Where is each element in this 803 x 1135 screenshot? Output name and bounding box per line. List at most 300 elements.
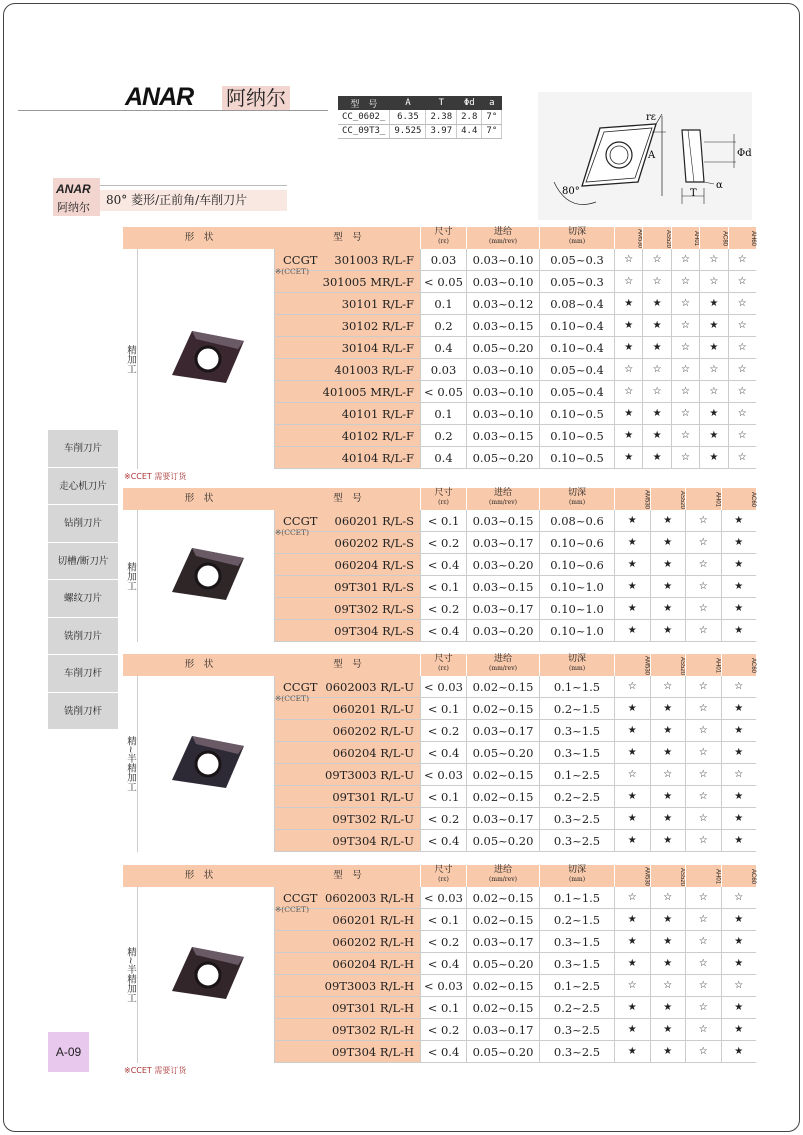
model-name bbox=[315, 249, 416, 271]
grade-header-text: AH01 bbox=[693, 231, 700, 247]
feed-cell: 0.02~0.15 bbox=[466, 997, 539, 1019]
model-name bbox=[315, 1019, 416, 1041]
grade-mark-cell: ★ bbox=[650, 720, 686, 742]
model-name bbox=[315, 532, 416, 554]
grade-mark-cell: ★ bbox=[721, 808, 757, 830]
size-cell: < 0.2 bbox=[420, 1019, 466, 1041]
insert-diagram bbox=[538, 92, 752, 220]
grade-mark-cell: ☆ bbox=[650, 764, 686, 786]
feed-cell: 0.02~0.15 bbox=[466, 909, 539, 931]
model-suffix: R/L-F bbox=[381, 253, 414, 267]
table-header bbox=[123, 654, 756, 676]
grade-mark-cell: ★ bbox=[721, 554, 757, 576]
feed-cell: 0.03~0.17 bbox=[466, 808, 539, 830]
grade-mark-cell: ★ bbox=[721, 742, 757, 764]
grade-mark-cell: ☆ bbox=[728, 359, 756, 381]
table-header bbox=[123, 227, 756, 249]
feed-cell: 0.03~0.15 bbox=[466, 510, 539, 532]
table-row bbox=[275, 742, 756, 764]
model-suffix: R/L-S bbox=[382, 514, 414, 528]
model-header bbox=[275, 654, 420, 676]
grade-mark-cell: ★ bbox=[642, 425, 670, 447]
grade-mark-cell: ☆ bbox=[642, 249, 670, 271]
model-suffix: R/L-U bbox=[380, 746, 414, 760]
table-row bbox=[275, 532, 756, 554]
grade-mark-cell: ★ bbox=[721, 909, 757, 931]
sidebar-item[interactable]: 铣削刀杆 bbox=[48, 693, 118, 731]
model-name bbox=[315, 830, 416, 852]
feed-header-text: 进给 bbox=[493, 865, 512, 875]
grade-mark-cell: ☆ bbox=[614, 271, 642, 293]
grade-mark-cell: ★ bbox=[650, 510, 686, 532]
feed-header-text: (mm/rev) bbox=[489, 876, 517, 883]
grade-mark-cell: ★ bbox=[650, 742, 686, 764]
table-row bbox=[275, 1041, 756, 1063]
depth-header-text: (mm) bbox=[568, 665, 586, 672]
model-suffix: R/L-H bbox=[379, 957, 414, 971]
model-name bbox=[315, 997, 416, 1019]
grade-mark-cell: ★ bbox=[614, 786, 650, 808]
model-code: 09T302 bbox=[334, 602, 379, 616]
dims-header: a bbox=[482, 96, 502, 110]
dims-cell: 2.38 bbox=[426, 110, 457, 124]
diagram-label: α bbox=[716, 180, 723, 191]
model-name bbox=[315, 786, 416, 808]
grade-mark-cell: ☆ bbox=[685, 953, 721, 975]
grade-mark-cell: ☆ bbox=[671, 425, 699, 447]
feed-cell: 0.03~0.17 bbox=[466, 720, 539, 742]
grade-mark-cell: ☆ bbox=[671, 337, 699, 359]
model-suffix: R/L-U bbox=[380, 834, 414, 848]
model-suffix: R/L-S bbox=[382, 602, 414, 616]
grade-header-text: AC80 bbox=[721, 231, 728, 247]
model-suffix: R/L-U bbox=[380, 680, 414, 694]
feed-cell: 0.03~0.17 bbox=[466, 598, 539, 620]
size-cell: 0.1 bbox=[420, 293, 466, 315]
depth-cell: 0.1~1.5 bbox=[539, 676, 614, 698]
table-row bbox=[275, 337, 756, 359]
table-header bbox=[123, 865, 756, 887]
dims-header: 型 号 bbox=[338, 96, 390, 110]
depth-cell: 0.10~0.5 bbox=[539, 403, 614, 425]
category-sidebar bbox=[48, 430, 118, 730]
model-name bbox=[315, 1041, 416, 1063]
size-cell: < 0.4 bbox=[420, 1041, 466, 1063]
model-prefix: CCGT bbox=[283, 253, 318, 267]
feed-cell: 0.02~0.15 bbox=[466, 975, 539, 997]
feed-cell: 0.02~0.15 bbox=[466, 887, 539, 909]
grade-mark-cell: ★ bbox=[650, 931, 686, 953]
feed-cell: 0.03~0.15 bbox=[466, 576, 539, 598]
shape-header-text: 形 状 bbox=[184, 659, 214, 670]
grade-header bbox=[721, 654, 757, 676]
model-suffix: R/L-S bbox=[382, 536, 414, 550]
shape-header-text: 形 状 bbox=[184, 870, 214, 881]
grade-mark-cell: ☆ bbox=[650, 975, 686, 997]
grade-mark-cell: ★ bbox=[642, 293, 670, 315]
insert-photo bbox=[138, 249, 275, 469]
model-name bbox=[315, 975, 416, 997]
size-cell: < 0.2 bbox=[420, 931, 466, 953]
model-suffix: R/L-H bbox=[379, 913, 414, 927]
grade-header-text: AC60 bbox=[750, 658, 756, 674]
model-code: 30101 bbox=[341, 297, 379, 311]
grade-mark-cell: ☆ bbox=[671, 403, 699, 425]
size-cell: 0.4 bbox=[420, 337, 466, 359]
feed-cell: 0.03~0.20 bbox=[466, 554, 539, 576]
grade-mark-cell: ★ bbox=[650, 620, 686, 642]
grade-mark-cell: ☆ bbox=[685, 620, 721, 642]
feed-cell: 0.03~0.17 bbox=[466, 1019, 539, 1041]
model-suffix: R/L-S bbox=[382, 624, 414, 638]
model-name bbox=[315, 271, 416, 293]
insert-photo bbox=[138, 510, 275, 642]
grade-header-text: AH01 bbox=[714, 869, 721, 885]
dims-cell: 2.8 bbox=[457, 110, 482, 124]
grade-mark-cell: ☆ bbox=[685, 997, 721, 1019]
depth-header bbox=[539, 654, 614, 676]
table-row bbox=[275, 554, 756, 576]
depth-header-text: 切深 bbox=[567, 488, 586, 498]
model-code: 09T304 bbox=[331, 1045, 377, 1059]
table-row bbox=[275, 676, 756, 698]
grade-header bbox=[671, 227, 699, 249]
depth-cell: 0.2~1.5 bbox=[539, 909, 614, 931]
process-label: 精加工 bbox=[123, 510, 138, 642]
grade-header-text: AS520 bbox=[664, 229, 671, 248]
brand-cn: 阿纳尔 bbox=[222, 86, 290, 111]
section-brand-cn: 阿纳尔 bbox=[57, 201, 90, 214]
depth-header-text: (mm) bbox=[568, 499, 586, 506]
table-row bbox=[275, 576, 756, 598]
grade-mark-cell: ★ bbox=[721, 698, 757, 720]
size-header-text: (rε) bbox=[438, 876, 449, 883]
depth-cell: 0.3~2.5 bbox=[539, 830, 614, 852]
size-cell: < 0.1 bbox=[420, 698, 466, 720]
shape-header bbox=[123, 865, 275, 887]
table-row bbox=[275, 997, 756, 1019]
depth-cell: 0.3~2.5 bbox=[539, 1041, 614, 1063]
section-badge bbox=[53, 178, 100, 216]
model-suffix: R/L-F bbox=[381, 297, 414, 311]
model-code: 301005 bbox=[322, 275, 367, 289]
grade-mark-cell: ☆ bbox=[685, 808, 721, 830]
feed-header-text: (mm/rev) bbox=[489, 238, 517, 245]
dims-header: Φd bbox=[457, 96, 482, 110]
grade-mark-cell: ☆ bbox=[721, 764, 757, 786]
model-code: 09T301 bbox=[332, 790, 377, 804]
grade-header bbox=[650, 488, 686, 510]
table-row bbox=[275, 909, 756, 931]
table-row bbox=[275, 620, 756, 642]
model-name bbox=[315, 953, 416, 975]
table-row bbox=[275, 271, 756, 293]
grade-mark-cell: ★ bbox=[614, 598, 650, 620]
size-cell: < 0.1 bbox=[420, 510, 466, 532]
model-code: 060202 bbox=[332, 935, 377, 949]
model-name bbox=[315, 447, 416, 469]
grade-mark-cell: ★ bbox=[650, 698, 686, 720]
feed-cell: 0.05~0.20 bbox=[466, 830, 539, 852]
model-code: 060204 bbox=[334, 558, 379, 572]
model-name bbox=[315, 676, 416, 698]
grade-mark-cell: ★ bbox=[614, 425, 642, 447]
process-label: 精~半精加工 bbox=[123, 887, 138, 1063]
grade-mark-cell: ☆ bbox=[671, 271, 699, 293]
size-header-text: (rε) bbox=[438, 665, 449, 672]
sidebar-item[interactable]: 切槽/断刀片 bbox=[48, 543, 118, 581]
model-code: 060201 bbox=[334, 514, 379, 528]
table-row bbox=[275, 975, 756, 997]
table-row bbox=[275, 381, 756, 403]
table-row bbox=[275, 403, 756, 425]
size-cell: < 0.4 bbox=[420, 620, 466, 642]
model-suffix: R/L-S bbox=[382, 558, 414, 572]
table-row bbox=[275, 698, 756, 720]
grade-mark-cell: ★ bbox=[614, 808, 650, 830]
grade-mark-cell: ☆ bbox=[614, 359, 642, 381]
grade-mark-cell: ☆ bbox=[728, 315, 756, 337]
model-code: 401005 bbox=[322, 385, 367, 399]
model-suffix: R/L-H bbox=[379, 935, 414, 949]
model-name bbox=[315, 931, 416, 953]
grade-mark-cell: ★ bbox=[650, 997, 686, 1019]
model-suffix: R/L-U bbox=[380, 702, 414, 716]
model-code: 060201 bbox=[332, 702, 377, 716]
depth-cell: 0.10~1.0 bbox=[539, 598, 614, 620]
table-row bbox=[275, 720, 756, 742]
feed-cell: 0.03~0.10 bbox=[466, 359, 539, 381]
model-code: 30104 bbox=[341, 341, 379, 355]
process-label: 精~半精加工 bbox=[123, 676, 138, 852]
shape-header bbox=[123, 227, 275, 249]
grade-mark-cell: ★ bbox=[721, 786, 757, 808]
grade-header-text: AM530 bbox=[643, 490, 650, 510]
diagram-label: rε bbox=[646, 112, 656, 123]
feed-header-text: 进给 bbox=[493, 488, 512, 498]
size-cell: < 0.03 bbox=[420, 975, 466, 997]
feed-header bbox=[466, 654, 539, 676]
model-name bbox=[315, 576, 416, 598]
grade-mark-cell: ★ bbox=[614, 532, 650, 554]
grade-header-text: AH01 bbox=[714, 492, 721, 508]
grade-mark-cell: ☆ bbox=[614, 975, 650, 997]
grade-mark-cell: ★ bbox=[650, 1019, 686, 1041]
sidebar-item[interactable]: 车削刀杆 bbox=[48, 655, 118, 693]
grade-mark-cell: ☆ bbox=[728, 381, 756, 403]
model-code: 0602003 bbox=[325, 680, 377, 694]
size-cell: < 0.1 bbox=[420, 909, 466, 931]
grade-header bbox=[685, 865, 721, 887]
depth-cell: 0.10~0.5 bbox=[539, 425, 614, 447]
table-row bbox=[275, 953, 756, 975]
grade-mark-cell: ★ bbox=[642, 337, 670, 359]
model-name bbox=[315, 554, 416, 576]
grade-mark-cell: ☆ bbox=[728, 337, 756, 359]
grade-mark-cell: ☆ bbox=[721, 975, 757, 997]
table-row bbox=[275, 931, 756, 953]
grade-mark-cell: ☆ bbox=[685, 598, 721, 620]
sidebar-item[interactable]: 车削刀片 bbox=[48, 430, 118, 468]
feed-header-text: 进给 bbox=[493, 654, 512, 664]
model-suffix: R/L-H bbox=[379, 1001, 414, 1015]
grade-mark-cell: ☆ bbox=[699, 249, 727, 271]
depth-cell: 0.08~0.6 bbox=[539, 510, 614, 532]
grade-mark-cell: ☆ bbox=[685, 1019, 721, 1041]
depth-cell: 0.05~0.3 bbox=[539, 249, 614, 271]
grade-mark-cell: ★ bbox=[614, 293, 642, 315]
ccet-note: ※CCET 需要订货 bbox=[124, 472, 187, 481]
size-cell: 0.1 bbox=[420, 403, 466, 425]
model-suffix: MR/L-F bbox=[370, 385, 414, 399]
grade-mark-cell: ★ bbox=[614, 742, 650, 764]
model-header-text: 型 号 bbox=[333, 870, 362, 881]
grade-mark-cell: ☆ bbox=[728, 425, 756, 447]
depth-cell: 0.3~2.5 bbox=[539, 1019, 614, 1041]
grade-mark-cell: ★ bbox=[699, 447, 727, 469]
model-header-text: 型 号 bbox=[333, 659, 362, 670]
grade-mark-cell: ★ bbox=[650, 1041, 686, 1063]
grade-mark-cell: ★ bbox=[699, 293, 727, 315]
divider bbox=[18, 110, 328, 111]
table-row bbox=[275, 510, 756, 532]
depth-cell: 0.1~2.5 bbox=[539, 764, 614, 786]
feed-cell: 0.02~0.15 bbox=[466, 676, 539, 698]
grade-header-text: AH01 bbox=[714, 658, 721, 674]
grade-mark-cell: ☆ bbox=[685, 786, 721, 808]
model-code: 09T304 bbox=[334, 624, 379, 638]
sidebar-item[interactable]: 走心机刀片 bbox=[48, 468, 118, 506]
grade-mark-cell: ★ bbox=[721, 997, 757, 1019]
size-cell: < 0.4 bbox=[420, 554, 466, 576]
depth-header bbox=[539, 488, 614, 510]
diagram-label: T bbox=[690, 188, 697, 199]
grade-mark-cell: ☆ bbox=[721, 887, 757, 909]
depth-header bbox=[539, 865, 614, 887]
table-row bbox=[275, 359, 756, 381]
depth-cell: 0.10~0.5 bbox=[539, 447, 614, 469]
model-code: 40104 bbox=[341, 451, 379, 465]
model-header-text: 型 号 bbox=[333, 232, 362, 243]
insert-photo bbox=[138, 676, 275, 852]
model-name bbox=[315, 698, 416, 720]
depth-cell: 0.1~1.5 bbox=[539, 887, 614, 909]
sidebar-item[interactable]: 铣削刀片 bbox=[48, 618, 118, 656]
size-header-text: (rε) bbox=[438, 238, 449, 245]
grade-mark-cell: ☆ bbox=[671, 249, 699, 271]
size-cell: < 0.03 bbox=[420, 887, 466, 909]
grade-mark-cell: ★ bbox=[642, 315, 670, 337]
grade-header bbox=[614, 654, 650, 676]
grade-mark-cell: ☆ bbox=[728, 293, 756, 315]
grade-mark-cell: ☆ bbox=[642, 271, 670, 293]
model-suffix: R/L-F bbox=[381, 363, 414, 377]
process-label: 精加工 bbox=[123, 249, 138, 469]
feed-cell: 0.03~0.10 bbox=[466, 381, 539, 403]
grade-mark-cell: ★ bbox=[650, 532, 686, 554]
size-cell: < 0.03 bbox=[420, 676, 466, 698]
grade-mark-cell: ☆ bbox=[685, 909, 721, 931]
size-cell: < 0.4 bbox=[420, 830, 466, 852]
feed-cell: 0.05~0.20 bbox=[466, 1041, 539, 1063]
grade-header bbox=[685, 654, 721, 676]
grade-mark-cell: ★ bbox=[614, 337, 642, 359]
grade-mark-cell: ★ bbox=[721, 598, 757, 620]
grade-mark-cell: ★ bbox=[650, 576, 686, 598]
sidebar-item[interactable]: 钻削刀片 bbox=[48, 505, 118, 543]
ccet-ref: ※(CCET) bbox=[275, 694, 310, 703]
grade-mark-cell: ☆ bbox=[685, 576, 721, 598]
model-suffix: R/L-U bbox=[380, 768, 414, 782]
grade-header-text: AM530 bbox=[636, 229, 643, 249]
model-name bbox=[315, 598, 416, 620]
model-suffix: R/L-F bbox=[381, 341, 414, 355]
grade-header-text: AS520 bbox=[679, 490, 685, 509]
model-name bbox=[315, 337, 416, 359]
model-name bbox=[315, 808, 416, 830]
model-code: 060202 bbox=[332, 724, 377, 738]
model-name bbox=[315, 381, 416, 403]
grade-mark-cell: ★ bbox=[614, 1041, 650, 1063]
dims-cell: 7° bbox=[482, 124, 502, 138]
grade-mark-cell: ☆ bbox=[728, 249, 756, 271]
feed-header-text: (mm/rev) bbox=[489, 499, 517, 506]
grade-mark-cell: ☆ bbox=[642, 359, 670, 381]
grade-mark-cell: ★ bbox=[721, 953, 757, 975]
size-cell: < 0.2 bbox=[420, 808, 466, 830]
feed-header bbox=[466, 488, 539, 510]
grade-header-text: AS520 bbox=[679, 867, 685, 886]
grade-mark-cell: ★ bbox=[721, 830, 757, 852]
grade-header bbox=[650, 865, 686, 887]
model-code: 060202 bbox=[334, 536, 379, 550]
sidebar-item[interactable]: 螺纹刀片 bbox=[48, 580, 118, 618]
grade-mark-cell: ★ bbox=[614, 931, 650, 953]
size-header-text: 尺寸 bbox=[434, 865, 453, 875]
diagram-label: Φd bbox=[737, 148, 752, 159]
brand-logo: ANAR bbox=[125, 83, 194, 111]
model-code: 09T3003 bbox=[324, 979, 377, 993]
ccet-ref: ※(CCET) bbox=[275, 905, 310, 914]
grade-mark-cell: ★ bbox=[614, 576, 650, 598]
grade-mark-cell: ★ bbox=[721, 620, 757, 642]
grade-mark-cell: ☆ bbox=[685, 1041, 721, 1063]
grade-mark-cell: ☆ bbox=[671, 293, 699, 315]
model-code: 060201 bbox=[332, 913, 377, 927]
depth-cell: 0.05~0.4 bbox=[539, 381, 614, 403]
depth-cell: 0.1~2.5 bbox=[539, 975, 614, 997]
grade-mark-cell: ★ bbox=[721, 931, 757, 953]
grade-mark-cell: ★ bbox=[614, 953, 650, 975]
grade-header bbox=[650, 654, 686, 676]
grade-mark-cell: ★ bbox=[614, 554, 650, 576]
model-suffix: R/L-F bbox=[381, 429, 414, 443]
grade-mark-cell: ★ bbox=[642, 403, 670, 425]
model-suffix: R/L-U bbox=[380, 724, 414, 738]
grade-header bbox=[614, 865, 650, 887]
model-name bbox=[315, 764, 416, 786]
grade-mark-cell: ☆ bbox=[642, 381, 670, 403]
grade-mark-cell: ☆ bbox=[685, 698, 721, 720]
table-row bbox=[275, 1019, 756, 1041]
depth-cell: 0.08~0.4 bbox=[539, 293, 614, 315]
grade-mark-cell: ★ bbox=[650, 786, 686, 808]
grade-header bbox=[685, 488, 721, 510]
grade-header-text: AC60 bbox=[750, 869, 756, 885]
model-suffix: R/L-H bbox=[379, 1023, 414, 1037]
model-suffix: R/L-H bbox=[379, 1045, 414, 1059]
grade-mark-cell: ★ bbox=[721, 576, 757, 598]
